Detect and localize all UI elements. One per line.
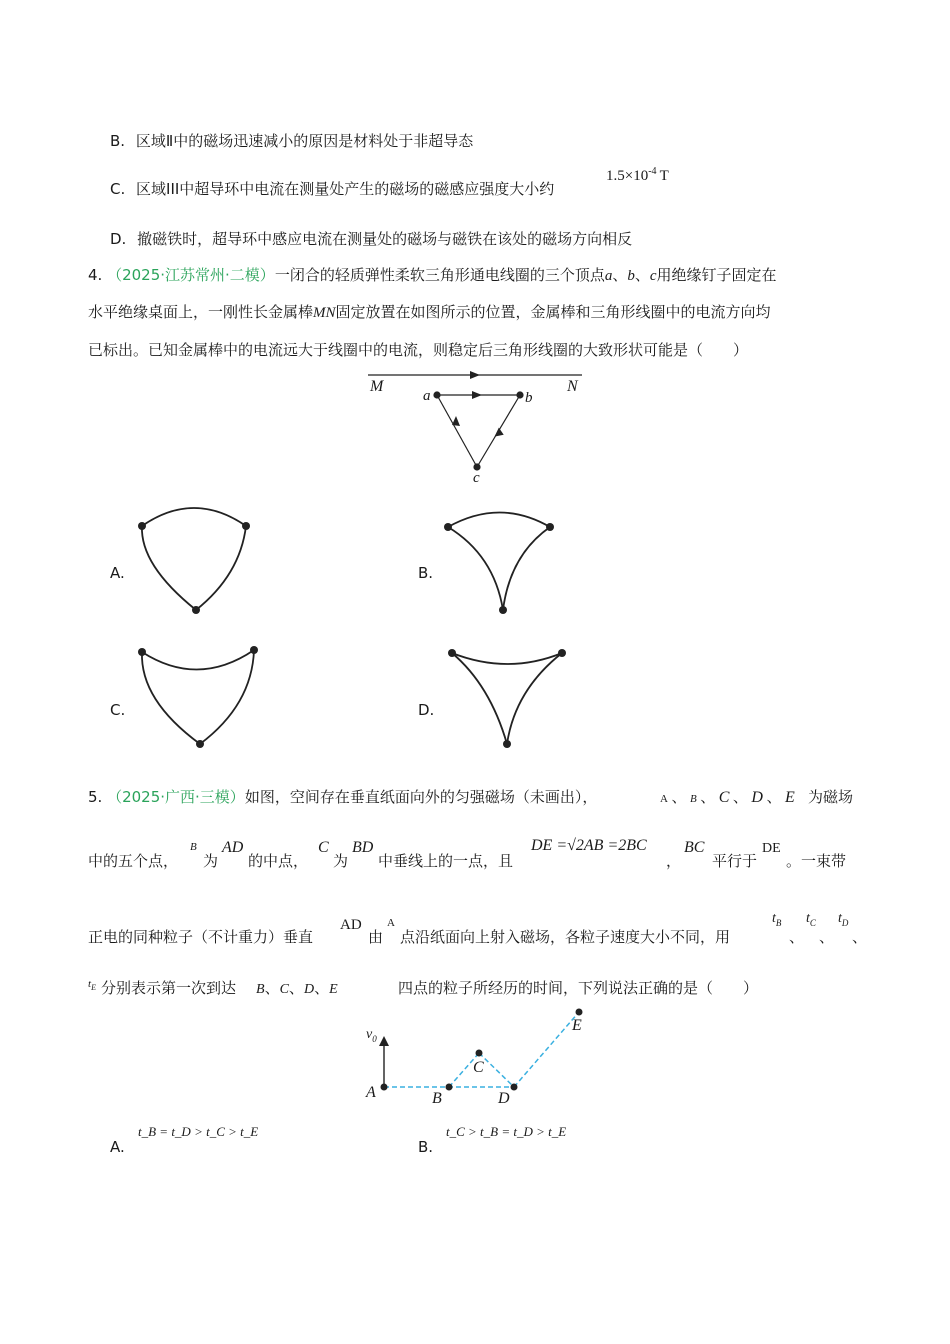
q4-mn: MN	[313, 305, 336, 321]
q3-option-d-text: 撤磁铁时，超导环中感应电流在测量处的磁场与磁铁在该处的磁场方向相反	[137, 230, 633, 248]
q5-te-sub: E	[91, 983, 96, 993]
q5-fig-label-a: A	[366, 1084, 376, 1101]
q5-equation: DE =√2AB =2BC	[531, 837, 647, 854]
q5-sep: 、	[288, 979, 304, 997]
q5-tc-t: t	[806, 911, 810, 926]
q5-point-c-ref: C	[318, 839, 329, 856]
q5-fig-v: v	[366, 1027, 373, 1042]
q5-point-b-dot	[446, 1084, 453, 1091]
q5-text-2b: 为	[203, 852, 219, 870]
q3-option-c-letter: C.	[110, 180, 126, 198]
q4-point-a: a	[604, 268, 613, 284]
q5-point-b: B	[689, 793, 697, 805]
q4-label-c: c	[473, 470, 480, 486]
q4-sep-2: 、	[634, 266, 650, 284]
q5-line-cd	[479, 1053, 514, 1087]
q5-tb-t: t	[772, 911, 776, 926]
q5-point-a: A	[660, 793, 668, 805]
q5-option-b-letter: B.	[418, 1138, 434, 1156]
q5-text-3c: 点沿纸面向上射入磁场，各粒子速度大小不同，用	[400, 928, 731, 946]
q5-option-a-expr: t_B = t_D > t_C > t_E	[138, 1124, 259, 1139]
q5-text-2c: 的中点，	[248, 852, 309, 870]
q5-td-t: t	[838, 911, 842, 926]
q5-te-t: t	[88, 978, 92, 990]
q5-ad-ref-2: AD	[340, 917, 362, 933]
q5-line-de	[514, 1012, 579, 1087]
q5-sep: 、	[264, 979, 280, 997]
q5-point-d-2: D	[303, 982, 315, 997]
q5-point-e-dot	[576, 1009, 583, 1016]
q3-option-c-exponent: -4	[648, 166, 657, 177]
q5-source: （2025·广西·三模）	[107, 788, 245, 806]
q5-point-e: E	[784, 789, 795, 806]
q5-point-a-ref: A	[387, 917, 395, 929]
q5-fig-v-sub: 0	[372, 1033, 377, 1044]
q5-text-4-end: 四点的粒子所经历的时间，下列说法正确的是（ ）	[398, 979, 759, 997]
q5-sep: 、	[671, 788, 687, 806]
q4-number: 4.	[88, 266, 103, 284]
q4-label-b: b	[525, 390, 533, 406]
q4-point-c: c	[649, 268, 657, 284]
q5-fig-label-e: E	[572, 1017, 582, 1034]
q5-text-1-end: 为磁场	[808, 788, 854, 806]
q5-fig-label-v0	[366, 1027, 377, 1044]
q4-label-m: M	[370, 378, 384, 395]
q5-option-a-letter: A.	[110, 1138, 125, 1156]
q5-point-a-dot	[381, 1084, 388, 1091]
q5-fig-label-d: D	[498, 1090, 510, 1107]
q5-text-3b: 由	[368, 928, 384, 946]
q5-text-2f: 平行于	[712, 852, 758, 870]
q5-number: 5.	[88, 788, 103, 806]
q3-option-c-text: 区域III中超导环中电流在测量处产生的磁场的磁感应强度大小约	[136, 180, 555, 198]
q4-label-n: N	[567, 378, 578, 395]
q5-sep-tc: 、	[819, 928, 835, 946]
q5-de-ref: DE	[762, 841, 781, 856]
q4-source: （2025·江苏常州·二模）	[107, 266, 275, 284]
q4-option-d-letter: D.	[418, 701, 435, 719]
q4-text-3: 已标出。已知金属棒中的电流远大于线圈中的电流，则稳定后三角形线圈的大致形状可能是（ ）	[88, 341, 749, 359]
q5-fig-label-c: C	[473, 1059, 484, 1076]
q4-text-2b: 固定放置在如图所示的位置，金属棒和三角形线圈中的电流方向均	[335, 303, 771, 321]
q5-option-b-expr: t_C > t_B = t_D > t_E	[446, 1124, 567, 1139]
q5-sep: 、	[766, 788, 782, 806]
q5-point-b-ref: B	[190, 841, 197, 853]
q5-point-e-2: E	[329, 982, 338, 997]
q3-option-c-value: 1.5×10	[606, 168, 649, 184]
q5-sep-td: 、	[852, 928, 868, 946]
q5-bc-ref: BC	[684, 839, 705, 856]
q4-label-a: a	[423, 388, 431, 404]
q4-sep-1: 、	[612, 266, 628, 284]
q4-option-a-letter: A.	[110, 564, 125, 582]
q3-option-d-letter: D.	[110, 230, 127, 248]
q4-text-2a: 水平绝缘桌面上，一刚性长金属棒	[88, 303, 314, 321]
q5-text-2a: 中的五个点，	[88, 852, 179, 870]
q5-ad-ref: AD	[222, 839, 244, 856]
q5-text-4: 分别表示第一次到达	[101, 979, 237, 997]
q5-text-1: 如图，空间存在垂直纸面向外的匀强磁场（未画出），	[244, 788, 598, 806]
q3-option-b-text: 区域Ⅱ中的磁场迅速减小的原因是材料处于非超导态	[135, 132, 474, 150]
q5-sep: 、	[700, 788, 716, 806]
q5-point-c: C	[718, 789, 730, 806]
q5-sep-tb: 、	[789, 928, 805, 946]
q4-option-c-letter: C.	[110, 701, 126, 719]
q3-option-b-letter: B.	[110, 132, 126, 150]
q5-point-d: D	[751, 789, 763, 806]
q5-text-2e: 中垂线上的一点，且	[378, 852, 514, 870]
q5-fig-label-b: B	[432, 1090, 442, 1107]
q5-text-3a: 正电的同种粒子（不计重力）垂直	[88, 928, 314, 946]
q5-point-c-2: C	[279, 982, 289, 997]
q4-point-b: b	[627, 268, 635, 284]
q4-text-1: 一闭合的轻质弹性柔软三角形通电线圈的三个顶点	[274, 266, 605, 284]
q5-point-c-dot	[476, 1050, 483, 1057]
q5-td-sub: D	[841, 917, 849, 928]
q4-option-b-letter: B.	[418, 564, 434, 582]
q5-comma: ，	[666, 852, 682, 870]
q5-velocity-arrow-icon	[379, 1036, 389, 1046]
q3-option-c-unit: T	[659, 168, 669, 184]
q5-tc-sub: C	[809, 917, 816, 928]
q4-text-1-end: 用绝缘钉子固定在	[656, 266, 777, 284]
q5-sep: 、	[732, 788, 748, 806]
q5-point-b-2: B	[256, 982, 265, 997]
q5-sep: 、	[314, 979, 330, 997]
q5-point-d-dot	[511, 1084, 518, 1091]
q5-text-2d: 为	[333, 852, 349, 870]
q5-tb-sub: B	[775, 917, 782, 928]
q5-bd-ref: BD	[352, 839, 374, 856]
q5-text-2g: 。一束带	[786, 852, 847, 870]
